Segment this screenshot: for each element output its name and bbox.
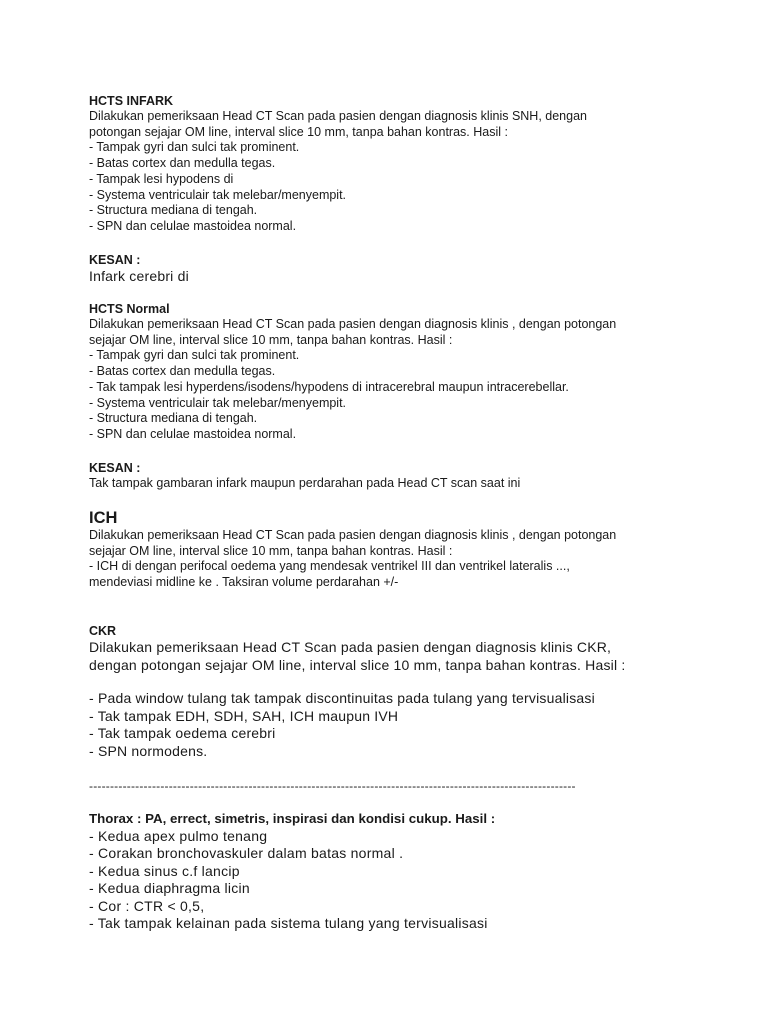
finding-item: - Tampak gyri dan sulci tak prominent.: [89, 348, 300, 363]
finding-item: - Tampak lesi hypodens di: [89, 171, 234, 186]
intro-line: Dilakukan pemeriksaan Head CT Scan pada pasien dengan diagnosis klinis SNH, dengan: [89, 109, 587, 123]
intro-line: dengan potongan sejajar OM line, interval slice 10 mm, tanpa bahan kontras. Hasil :: [89, 656, 626, 673]
finding-item: - Batas cortex dan medulla tegas.: [89, 364, 276, 379]
kesan-normal: [89, 460, 739, 492]
section-title: Thorax : PA, errect, simetris, inspirasi dan kondisi cukup. Hasil :: [89, 811, 496, 826]
kesan-infark: [89, 252, 739, 286]
finding-item: - Structura mediana di tengah.: [89, 411, 258, 426]
ich-line: sejajar OM line, interval slice 10 mm, tanpa bahan kontras. Hasil :: [89, 543, 453, 558]
finding-item: - Tak tampak oedema cerebri: [89, 725, 276, 742]
ich-line: - ICH di dengan perifocal oedema yang mendesak ventrikel III dan ventrikel lateralis ...,: [89, 559, 570, 574]
section-ich: [89, 508, 739, 591]
section-title: HCTS Normal: [89, 302, 170, 316]
finding-item: - SPN dan celulae mastoidea normal.: [89, 218, 297, 233]
findings-list: [89, 348, 739, 442]
finding-item: - Kedua apex pulmo tenang: [89, 827, 268, 844]
finding-item: - Systema ventriculair tak melebar/menyempit.: [89, 187, 347, 202]
divider-text: --------------------------------------------------------------------------------------------------------------------: [89, 779, 576, 793]
finding-item: - Tak tampak kelainan pada sistema tulang yang tervisualisasi: [89, 915, 488, 932]
section-title: ICH: [89, 509, 118, 527]
finding-item: - Tak tampak lesi hyperdens/isodens/hypodens di intracerebral maupun intracerebellar.: [89, 379, 569, 394]
finding-item: - Cor : CTR < 0,5,: [89, 897, 205, 914]
finding-item: - SPN dan celulae mastoidea normal.: [89, 426, 297, 441]
section-title: HCTS INFARK: [89, 94, 174, 108]
finding-item: - Tampak gyri dan sulci tak prominent.: [89, 140, 300, 155]
findings-list: [89, 828, 739, 933]
section-hcts-infark: [89, 93, 739, 235]
section-hcts-normal: [89, 301, 739, 443]
finding-item: - SPN normodens.: [89, 742, 208, 759]
findings-list: [89, 140, 739, 234]
section-ckr: [89, 623, 739, 761]
ich-line: Dilakukan pemeriksaan Head CT Scan pada pasien dengan diagnosis klinis , dengan potongan: [89, 528, 617, 542]
kesan-label: KESAN :: [89, 461, 141, 475]
intro-line: sejajar OM line, interval slice 10 mm, tanpa bahan kontras. Hasil :: [89, 332, 453, 347]
finding-item: - Tak tampak EDH, SDH, SAH, ICH maupun IVH: [89, 707, 399, 724]
intro-line: Dilakukan pemeriksaan Head CT Scan pada pasien dengan diagnosis klinis , dengan potongan: [89, 317, 617, 331]
intro-line: Dilakukan pemeriksaan Head CT Scan pada pasien dengan diagnosis klinis CKR,: [89, 639, 612, 655]
finding-item: - Structura mediana di tengah.: [89, 203, 258, 218]
finding-item: - Kedua diaphragma licin: [89, 880, 250, 897]
dashed-divider: [89, 779, 739, 793]
kesan-text: Infark cerebri di: [89, 268, 189, 284]
finding-item: - Corakan bronchovaskuler dalam batas normal .: [89, 845, 404, 862]
ich-line: mendeviasi midline ke . Taksiran volume perdarahan +/-: [89, 575, 399, 590]
section-title: CKR: [89, 624, 117, 638]
findings-list: [89, 690, 739, 760]
intro-line: potongan sejajar OM line, interval slice 10 mm, tanpa bahan kontras. Hasil :: [89, 124, 508, 139]
kesan-text: Tak tampak gambaran infark maupun perdarahan pada Head CT scan saat ini: [89, 476, 521, 490]
finding-item: - Pada window tulang tak tampak discontinuitas pada tulang yang tervisualisasi: [89, 690, 595, 707]
finding-item: - Systema ventriculair tak melebar/menyempit.: [89, 395, 347, 410]
kesan-label: KESAN :: [89, 253, 141, 267]
finding-item: - Kedua sinus c.f lancip: [89, 862, 240, 879]
section-thorax: [89, 810, 739, 933]
finding-item: - Batas cortex dan medulla tegas.: [89, 156, 276, 171]
